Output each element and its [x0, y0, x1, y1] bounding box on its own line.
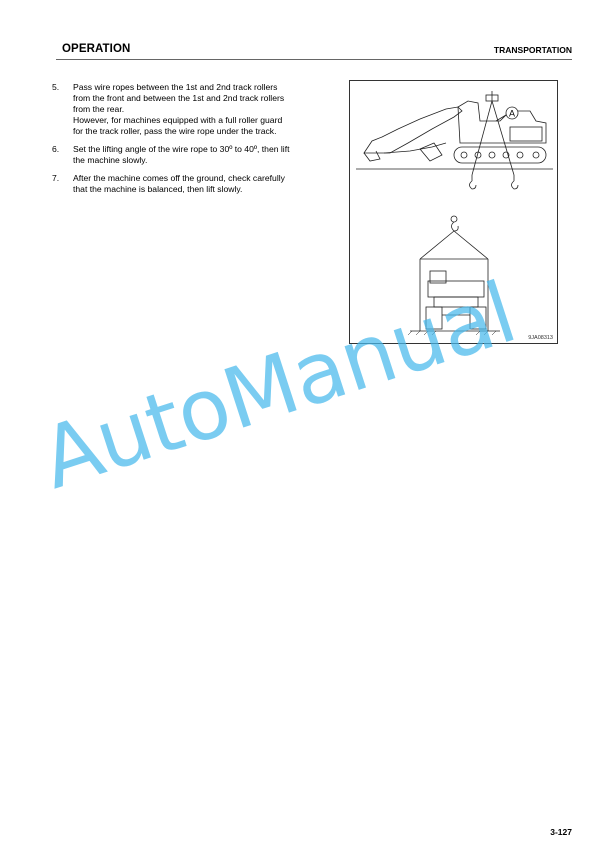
hook-icon	[512, 175, 519, 189]
sling-rope	[420, 231, 454, 259]
step-number: 5.	[52, 82, 60, 92]
step-item	[52, 82, 335, 137]
cab-shape	[510, 127, 542, 141]
callout-letter: A	[509, 108, 516, 119]
step-line: the machine slowly.	[73, 155, 148, 165]
step-line: for the track roller, pass the wire rope under the track.	[73, 126, 277, 136]
step-text	[73, 144, 335, 166]
page-number: 3-127	[550, 827, 572, 837]
step-number: 6.	[52, 144, 60, 154]
header-divider	[56, 59, 572, 60]
watermark: AutoManual	[29, 263, 527, 508]
step-line: After the machine comes off the ground, check carefully	[73, 173, 285, 183]
figure-code: 9JA08313	[528, 335, 553, 341]
bucket-folded	[420, 143, 442, 161]
step-text	[73, 173, 335, 195]
boom-shape	[364, 107, 462, 153]
track-shape	[454, 147, 546, 163]
step-item	[52, 173, 335, 195]
upper-structure	[458, 101, 546, 143]
bucket-shape	[364, 151, 380, 161]
step-text	[73, 82, 335, 137]
hook-icon	[470, 175, 477, 189]
section-title: OPERATION	[62, 43, 131, 55]
instruction-list	[52, 82, 335, 202]
step-line: Pass wire ropes between the 1st and 2nd track rollers	[73, 82, 278, 92]
step-line: However, for machines equipped with a full roller guard	[73, 115, 283, 125]
wire-rope	[472, 101, 492, 175]
crane-hook-icon	[451, 216, 458, 231]
step-line: from the front and between the 1st and 2nd track rollers	[73, 93, 285, 103]
step-line: that the machine is balanced, then lift slowly.	[73, 184, 243, 194]
step-line: Set the lifting angle of the wire rope to 30º to 40º, then lift	[73, 144, 290, 154]
sling-rope	[454, 231, 488, 259]
track-rollers	[461, 152, 539, 158]
step-line: from the rear.	[73, 104, 125, 114]
step-item	[52, 144, 335, 166]
topic-title: TRANSPORTATION	[493, 45, 572, 55]
step-number: 7.	[52, 173, 60, 183]
